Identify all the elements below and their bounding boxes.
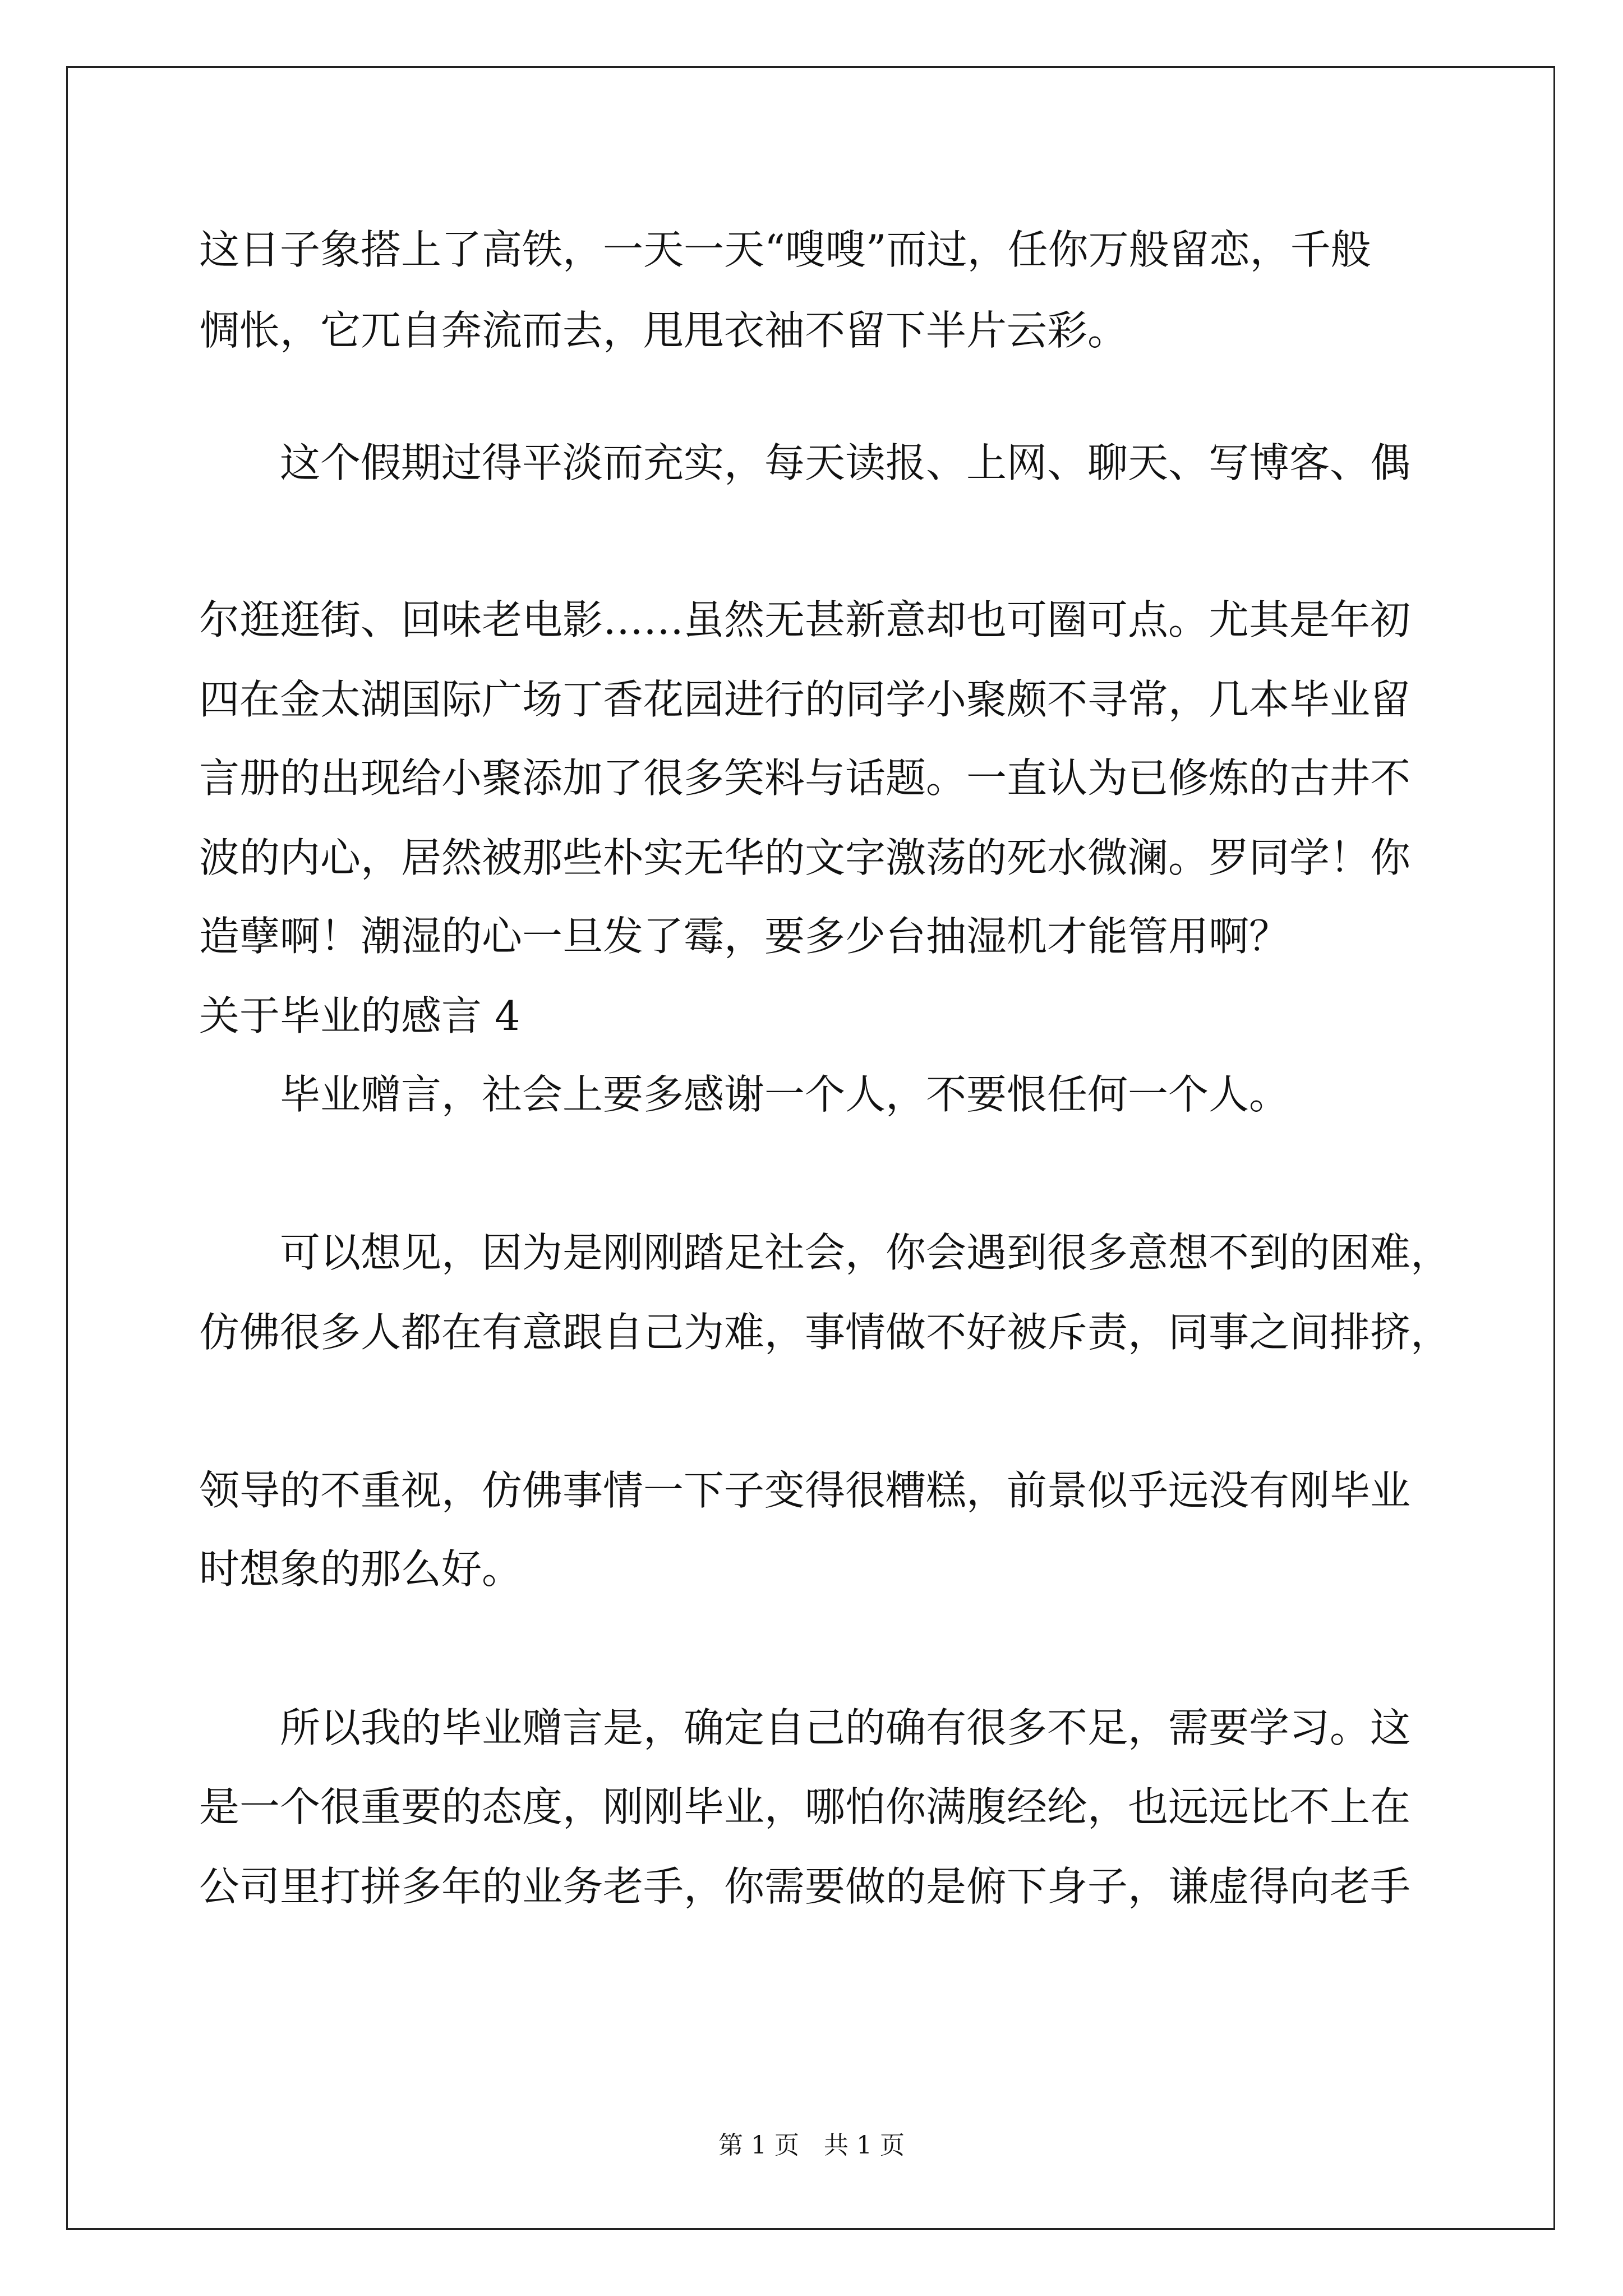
text-line: 这日子象搭上了高铁，一天一天“嗖嗖”而过，任你万般留恋，千般 xyxy=(199,226,1371,273)
text-line: 这个假期过得平淡而充实，每天读报、上网、聊天、写博客、偶 xyxy=(199,439,1411,486)
text-line: 可以想见，因为是刚刚踏足社会，你会遇到很多意想不到的困难， xyxy=(199,1229,1451,1276)
text-line: 惆怅，它兀自奔流而去，甩甩衣袖不留下半片云彩。 xyxy=(199,307,1128,354)
text-line: 领导的不重视，仿佛事情一下子变得很糟糕，前景似乎远没有刚毕业 xyxy=(199,1467,1411,1514)
text-line: 是一个很重要的态度，刚刚毕业，哪怕你满腹经纶，也远远比不上在 xyxy=(199,1783,1411,1830)
page-number-footer: 第 1 页 共 1 页 xyxy=(718,2131,905,2160)
text-line: 波的内心，居然被那些朴实无华的文字激荡的死水微澜。罗同学！你 xyxy=(199,834,1411,881)
text-line: 时想象的那么好。 xyxy=(199,1545,523,1593)
text-line: 言册的出现给小聚添加了很多笑料与话题。一直认为已修炼的古井不 xyxy=(199,754,1411,802)
text-line: 毕业赠言，社会上要多感谢一个人，不要恨任何一个人。 xyxy=(199,1071,1290,1118)
text-line: 尔逛逛街、回味老电影……虽然无甚新意却也可圈可点。尤其是年初 xyxy=(199,596,1411,643)
text-line: 造孽啊！潮湿的心一旦发了霉，要多少台抽湿机才能管用啊？ xyxy=(199,913,1290,960)
text-line: 四在金太湖国际广场丁香花园进行的同学小聚颇不寻常，几本毕业留 xyxy=(199,676,1411,723)
text-line: 所以我的毕业赠言是，确定自己的确有很多不足，需要学习。这 xyxy=(199,1704,1411,1751)
text-line: 仿佛很多人都在有意跟自己为难，事情做不好被斥责，同事之间排挤， xyxy=(199,1309,1451,1356)
section-heading: 关于毕业的感言 4 xyxy=(199,992,520,1039)
text-line: 公司里打拼多年的业务老手，你需要做的是俯下身子，谦虚得向老手 xyxy=(199,1863,1411,1910)
